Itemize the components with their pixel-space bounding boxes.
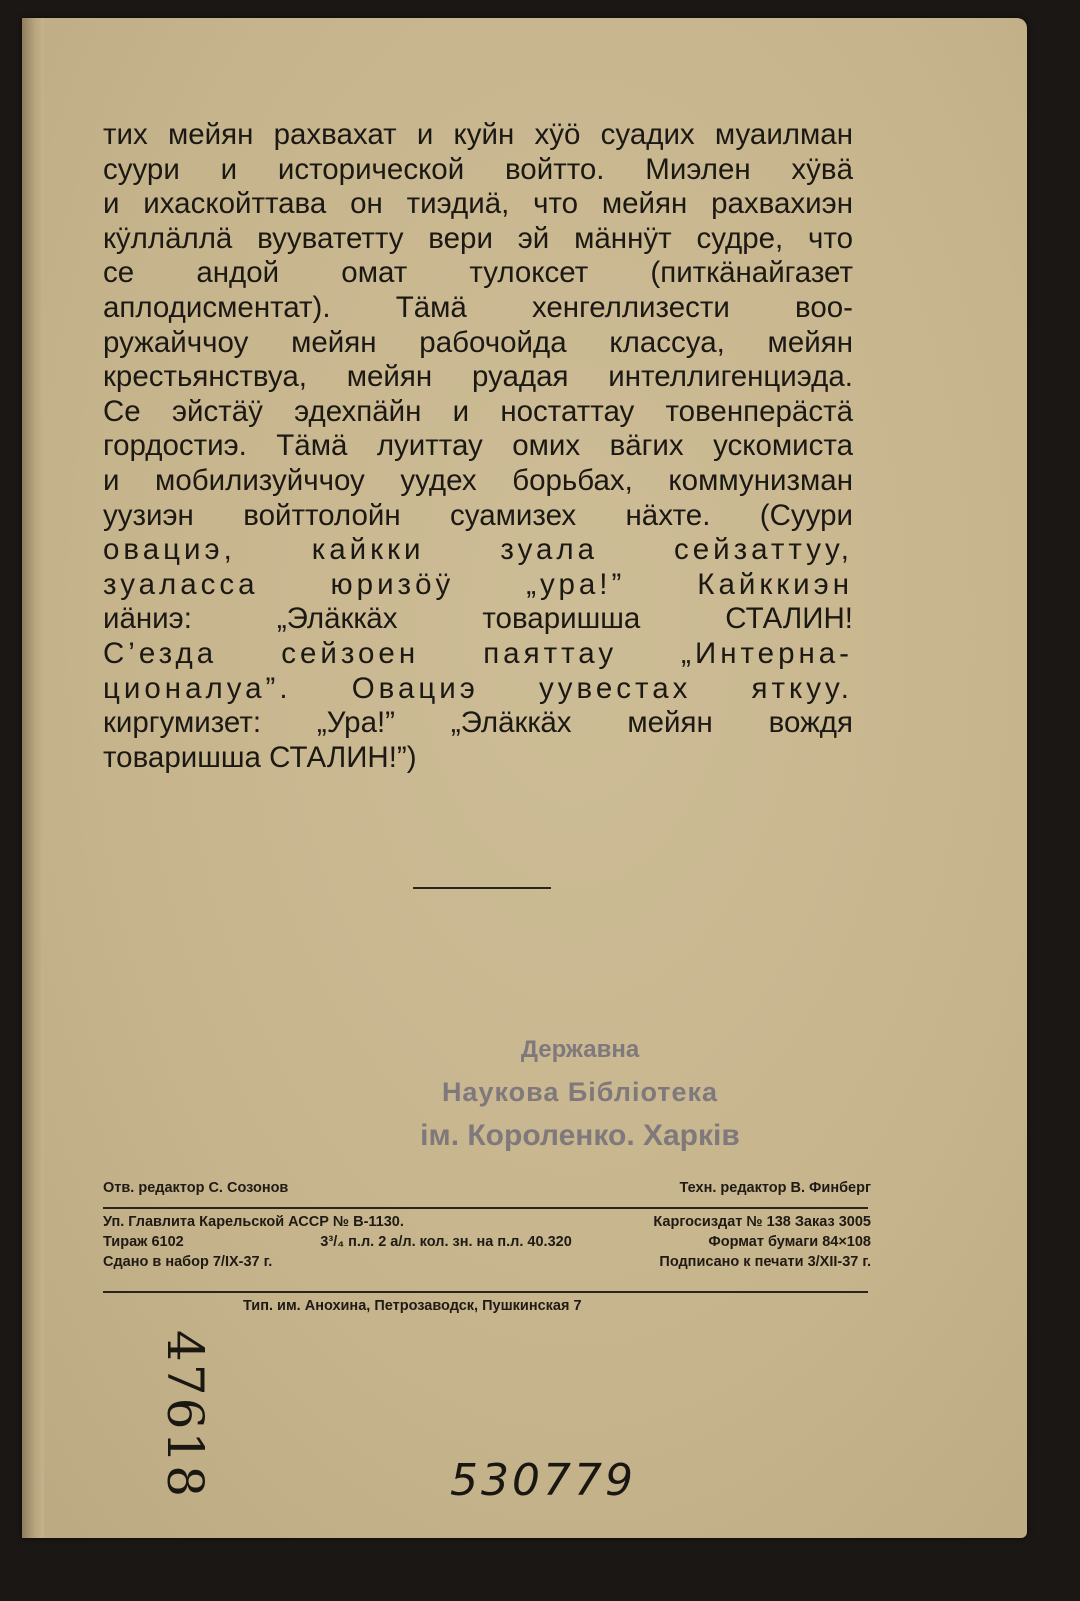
paper-format: Формат бумаги 84×108	[708, 1234, 871, 1250]
body-line: гордостиэ. Тӓмӓ луиттау омих вӓгих ускомиста	[103, 429, 853, 463]
handwritten-inventory-number: 530779	[450, 1455, 636, 1506]
print-run: Тираж 6102	[103, 1234, 184, 1250]
body-text	[103, 118, 853, 775]
signed-date: Подписано к печати 3/XII-37 г.	[659, 1254, 871, 1270]
body-line: се андой омат тулоксет (питкӓнайгазет	[103, 256, 853, 290]
sheet-count: 3³/₄ п.л. 2 а/л. кол. зн. на п.л. 40.320	[320, 1234, 572, 1250]
typeset-date: Сдано в набор 7/IX-37 г.	[103, 1254, 273, 1270]
stamp-line: ім. Короленко. Харків	[420, 1119, 740, 1152]
body-line: иӓниэ: „Элӓккӓх товаришша СТАЛИН!	[103, 602, 853, 636]
body-line: зуаласса юризӧӱ „ура!” Кайккиэн	[103, 567, 853, 601]
body-line: и мобилизуйччоу уудех борьбах, коммунизман	[103, 463, 853, 497]
body-line: тих мейян рахвахат и куйн хӱӧ суадих муаилман	[103, 118, 853, 151]
body-line: С’езда сейзоен паяттау „Интерна-	[103, 636, 853, 670]
body-line: крестьянствуа, мейян руадая интеллигенциэда.	[103, 360, 853, 394]
glavlit-number: Уп. Главлита Карельской АССР № В-1130.	[103, 1214, 404, 1230]
page-fold	[22, 18, 44, 1538]
handwritten-vertical-number: 47618	[156, 1330, 214, 1500]
body-line: кӱллӓллӓ вууватетту вери эй мӓннӱт судре, что	[103, 221, 853, 255]
editor-credit: Отв. редактор С. Созонов	[103, 1180, 289, 1196]
printer-row	[243, 1298, 843, 1314]
body-line: ционалуа”. Овациэ уувестах яткуу.	[103, 671, 853, 705]
tech-editor-credit: Техн. редактор В. Финберг	[679, 1180, 871, 1196]
body-line: уузиэн войттолойн суамизех нӓхте. (Суури	[103, 498, 853, 532]
imprint-block	[103, 1214, 871, 1270]
printer-info: Тип. им. Анохина, Петрозаводск, Пушкинская 7	[243, 1298, 582, 1314]
body-line: товаришша СТАЛИН!”)	[103, 740, 417, 774]
publisher-order: Каргосиздат № 138 Заказ 3005	[653, 1214, 871, 1230]
library-stamp	[380, 1028, 780, 1157]
stamp-line: Наукова Бібліотека	[441, 1077, 719, 1107]
section-divider	[413, 887, 551, 889]
imprint-rule-top	[103, 1207, 868, 1209]
stamp-line: Державна	[520, 1036, 640, 1063]
body-line: Се эйстӓӱ эдехпӓйн и ностаттау товенперӓстӓ	[103, 394, 853, 428]
body-line: киргумизет: „Ура!” „Элӓккӓх мейян вождя	[103, 706, 853, 740]
editors-row	[103, 1180, 871, 1196]
body-line: и ихаскойттава он тиэдиӓ, что мейян рахвахиэн	[103, 187, 853, 221]
body-line: овациэ, кайкки зуала сейзаттуу,	[103, 533, 853, 567]
body-line: суури и исторической войтто. Миэлен хӱвӓ	[103, 152, 853, 186]
body-line: ружайччоу мейян рабочойда классуа, мейян	[103, 325, 853, 359]
imprint-rule-bottom	[103, 1291, 868, 1293]
body-line: аплодисментат). Тӓмӓ хенгеллизести воо-	[103, 290, 853, 324]
